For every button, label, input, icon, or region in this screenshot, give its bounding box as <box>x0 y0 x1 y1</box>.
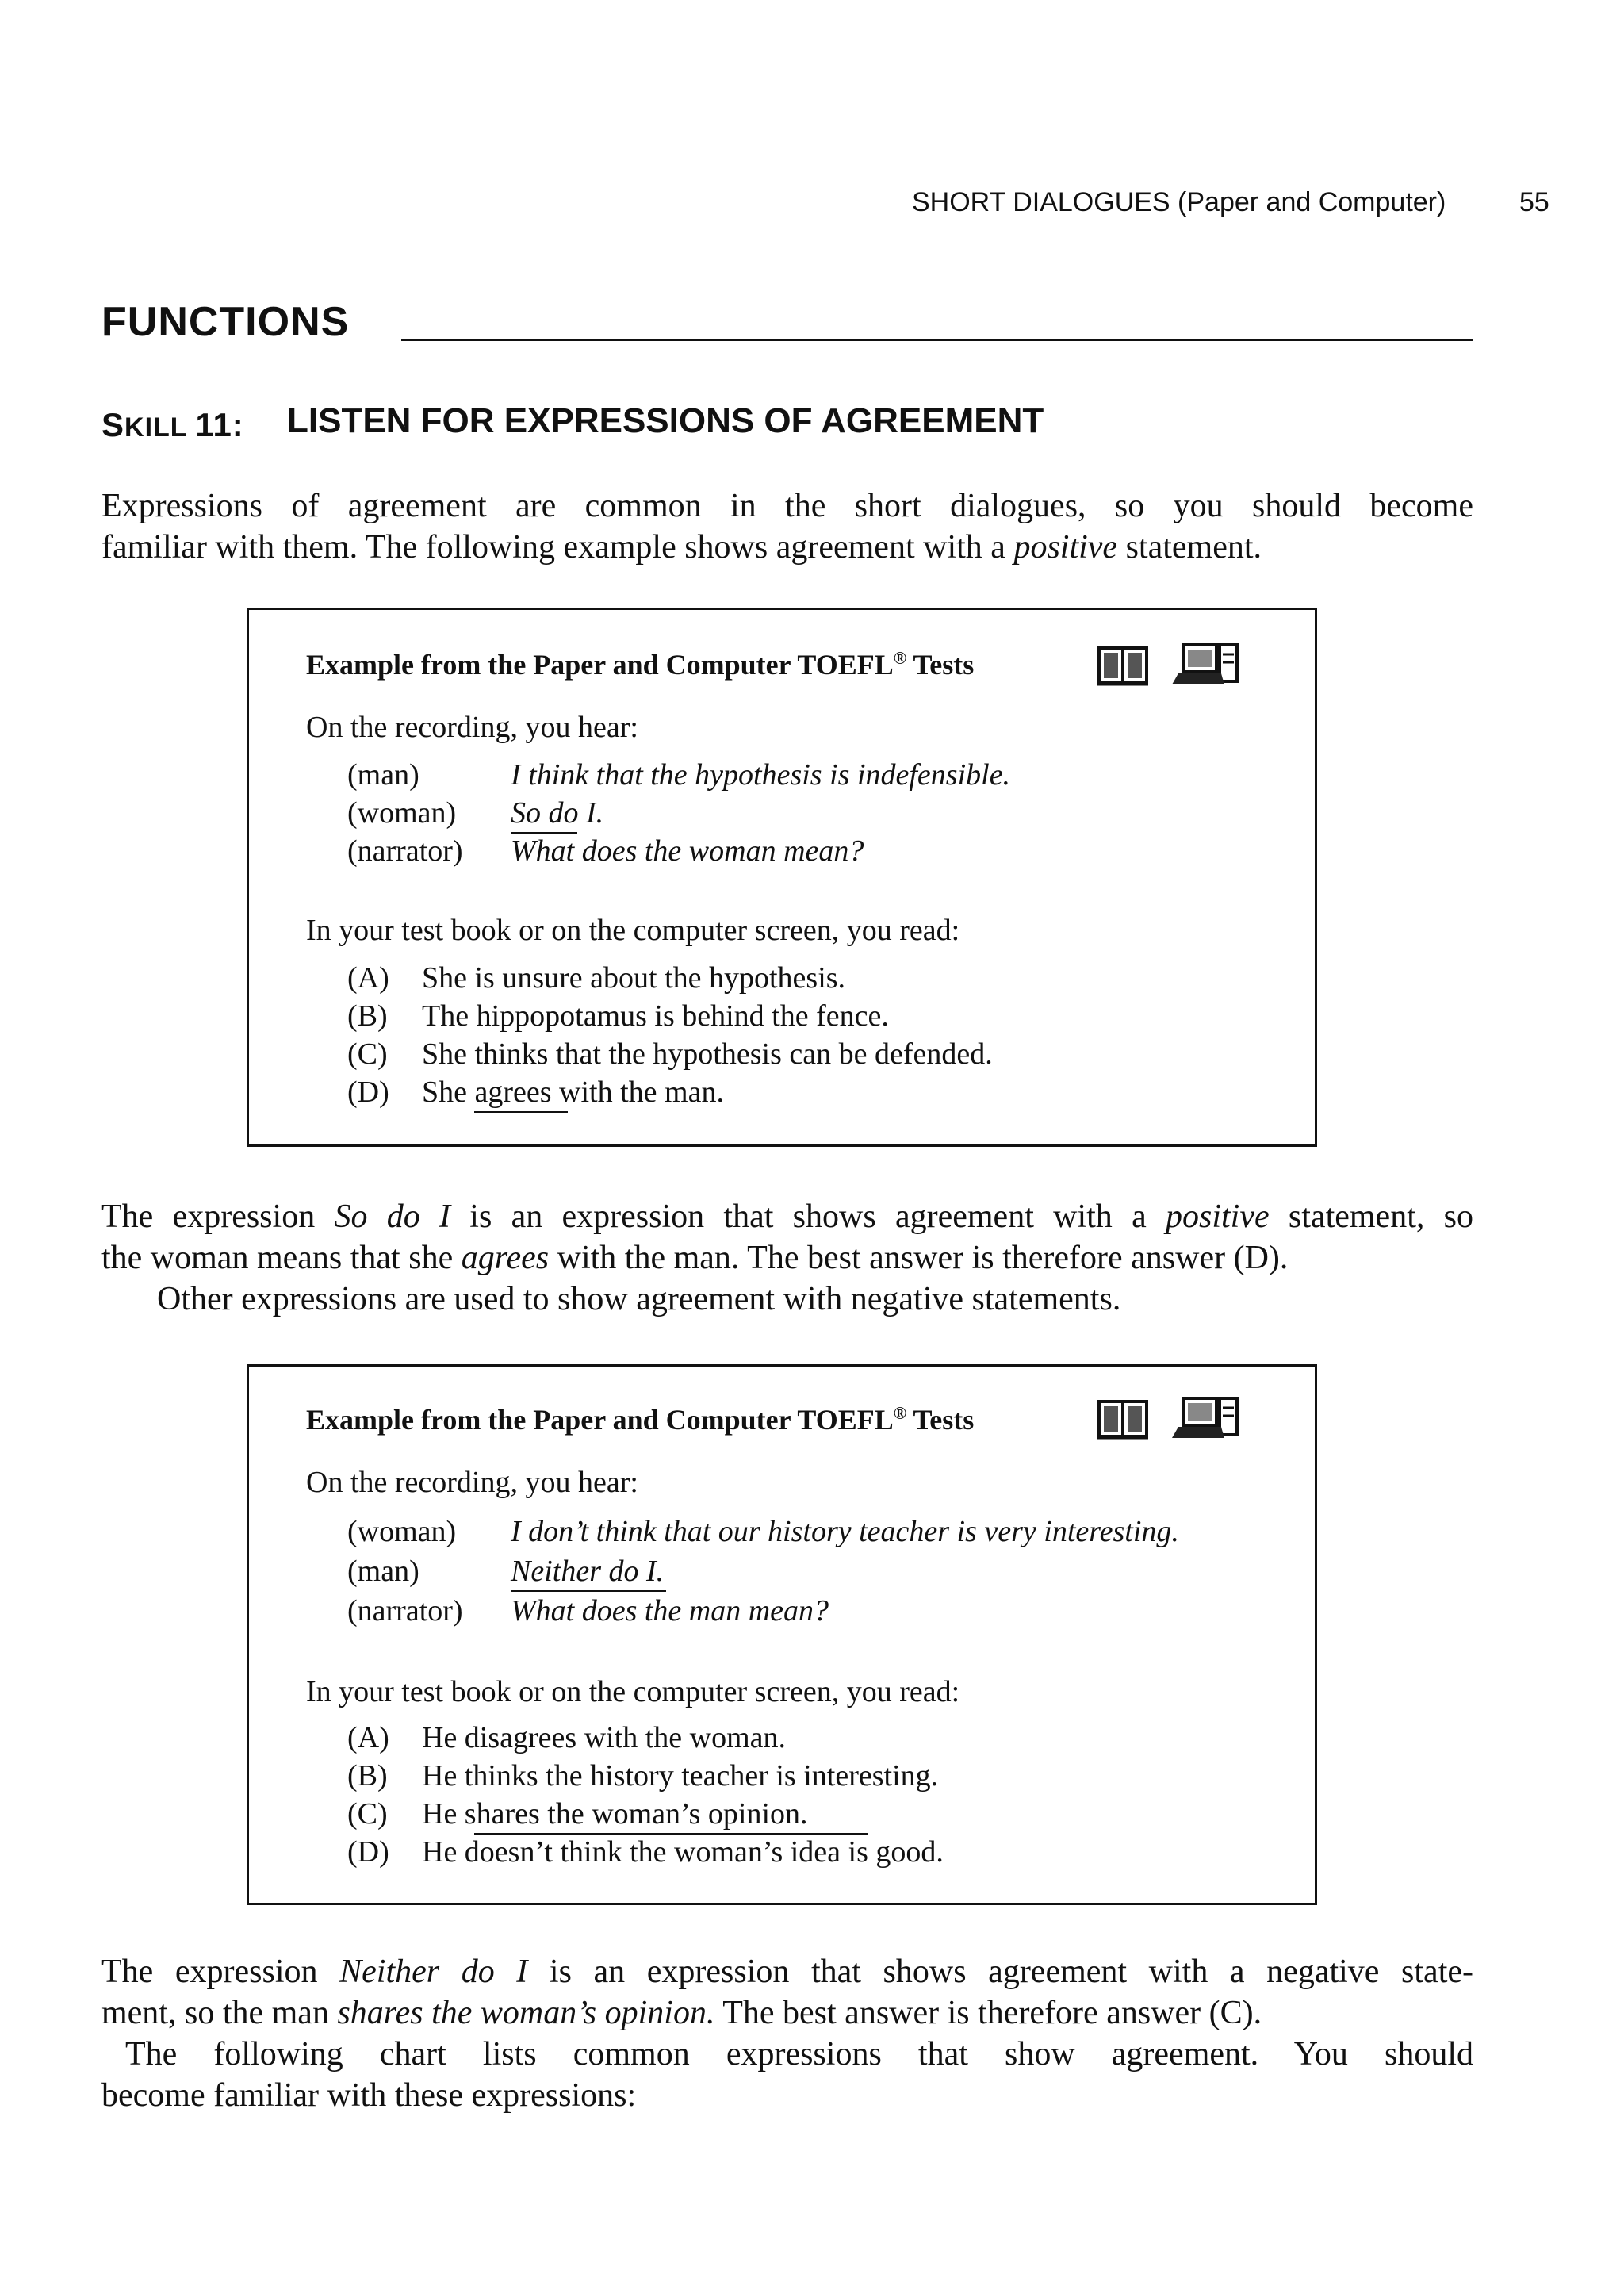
explanation-1 <box>102 1196 1473 1320</box>
test-type-icons <box>1097 1395 1240 1440</box>
read-label: In your test book or on the computer screen, you read: <box>306 914 960 947</box>
section-heading <box>102 298 1473 346</box>
explanation-2 <box>102 1951 1473 2116</box>
explanation-line: The following chart lists common expressions that show agreement. You should <box>125 2036 1473 2072</box>
skill-label: SKILL 11: <box>102 406 244 443</box>
computer-icon <box>1169 642 1240 686</box>
explanation-line: become familiar with these expressions: <box>102 2077 637 2114</box>
book-icon <box>1097 1400 1148 1440</box>
answer-cue-underline <box>511 832 577 834</box>
answer-cue-underline <box>511 1590 666 1592</box>
explanation-line: Other expressions are used to show agreement with negative statements. <box>157 1281 1121 1317</box>
hear-label: On the recording, you hear: <box>306 711 638 744</box>
test-type-icons <box>1097 642 1240 686</box>
example-title: Example from the Paper and Computer TOEFL® Tests <box>306 648 975 681</box>
explanation-line: the woman means that she agrees with the man. The best answer is therefore answer (D). <box>102 1240 1289 1276</box>
intro-paragraph <box>102 485 1473 568</box>
section-title: FUNCTIONS <box>102 299 350 345</box>
intro-line-1: Expressions of agreement are common in the short dialogues, so you should become <box>102 488 1473 524</box>
computer-icon <box>1169 1395 1240 1440</box>
running-head-title: SHORT DIALOGUES (Paper and Computer) <box>912 187 1446 217</box>
hear-label: On the recording, you hear: <box>306 1466 638 1499</box>
intro-line-2: familiar with them. The following example shows agreement with a positive statement. <box>102 529 1262 566</box>
explanation-line: The expression So do I is an expression that shows agreement with a positive statement, so <box>102 1198 1473 1235</box>
skill-label-text: KILL <box>124 412 187 443</box>
page-number: 55 <box>1519 187 1549 217</box>
example-box-2: Example from the Paper and Computer TOEFL® Tests On the recording, you hear: (woman) I don’t think that our history teacher is very interesting. (man) Neither do I. (narrator) What does the man mean? In your test book or on the computer screen, you read: (A) He disagrees with the woman. (B) He thinks the history teacher is interesting. (C) He shares the woman’s opinion. (D) He doesn’t think the woman’s idea is good. <box>247 1364 1317 1905</box>
heading-rule <box>401 339 1473 341</box>
skill-title: LISTEN FOR EXPRESSIONS OF AGREEMENT <box>287 401 1044 440</box>
answer-underline <box>474 1111 568 1113</box>
book-icon <box>1097 646 1148 686</box>
read-label: In your test book or on the computer screen, you read: <box>306 1675 960 1708</box>
explanation-line: ment, so the man shares the woman’s opinion. The best answer is therefore answer (C). <box>102 1995 1262 2031</box>
example-title: Example from the Paper and Computer TOEFL® Tests <box>306 1403 975 1436</box>
example-box-1: Example from the Paper and Computer TOEFL® Tests On the recording, you hear: (man) I think that the hypothesis is indefensible. (woman) So do I. (narrator) What does the woman mean? In your test book or on the computer screen, you read: (A) She is unsure about the hypothesis. (B) The hippopotamus is behind the fence. (C) She thinks that the hypothesis can be defended. (D) She agrees with the man. <box>247 608 1317 1147</box>
explanation-line: The expression Neither do I is an expression that shows agreement with a negative state- <box>102 1954 1473 1990</box>
answer-underline <box>474 1833 868 1835</box>
skill-number: 11: <box>195 406 244 443</box>
